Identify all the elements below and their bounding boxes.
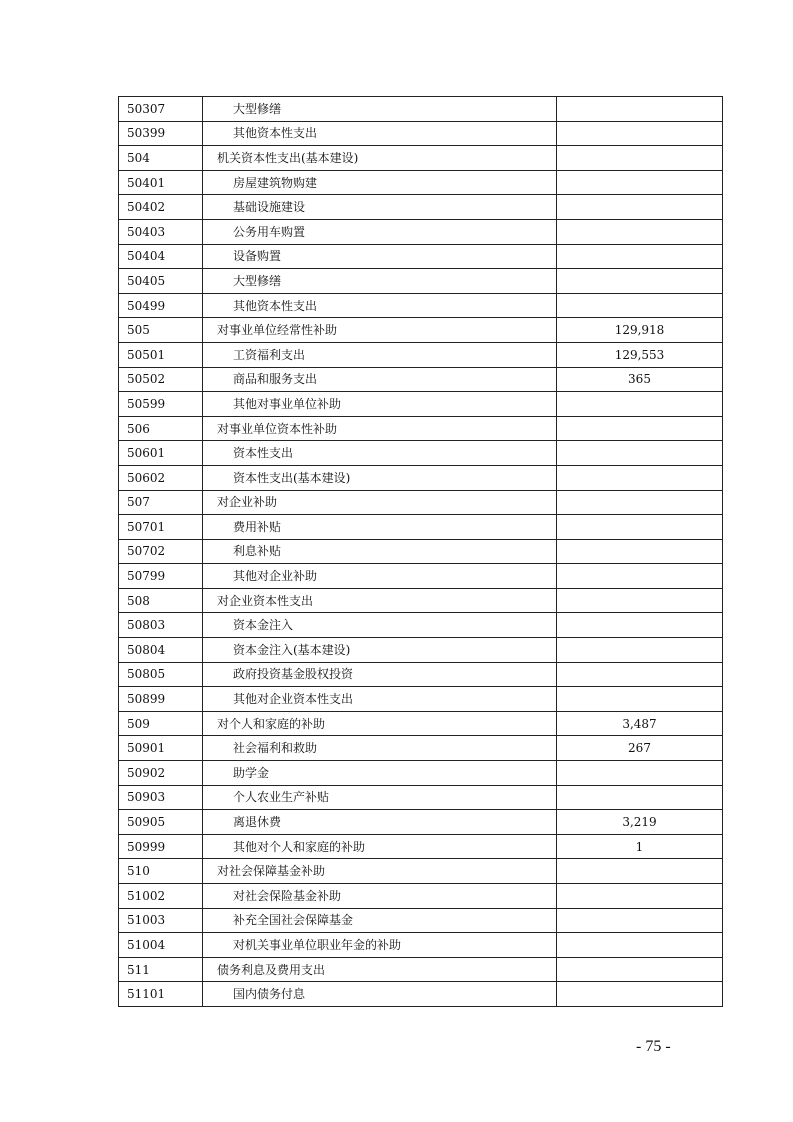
row-amount: 267 [557, 736, 723, 761]
table-row [119, 736, 723, 761]
row-name: 其他资本性支出 [203, 293, 557, 318]
row-amount [557, 293, 723, 318]
row-amount [557, 269, 723, 294]
row-code: 50602 [119, 465, 203, 490]
row-amount [557, 515, 723, 540]
row-amount [557, 638, 723, 663]
row-amount: 3,219 [557, 810, 723, 835]
row-name: 对社会保险基金补助 [203, 884, 557, 909]
row-code: 50404 [119, 244, 203, 269]
table-row [119, 244, 723, 269]
table-row [119, 539, 723, 564]
row-name: 资本金注入(基本建设) [203, 638, 557, 663]
table-row [119, 613, 723, 638]
table-row [119, 490, 723, 515]
row-name: 工资福利支出 [203, 342, 557, 367]
row-code: 50307 [119, 97, 203, 122]
table-row [119, 834, 723, 859]
table-row [119, 588, 723, 613]
row-code: 50402 [119, 195, 203, 220]
table-row [119, 515, 723, 540]
row-code: 50499 [119, 293, 203, 318]
row-code: 509 [119, 711, 203, 736]
row-name: 利息补贴 [203, 539, 557, 564]
table-row [119, 982, 723, 1007]
row-name: 其他对企业资本性支出 [203, 687, 557, 712]
row-amount [557, 146, 723, 171]
table-row [119, 884, 723, 909]
row-code: 50999 [119, 834, 203, 859]
row-amount [557, 170, 723, 195]
row-name: 其他对个人和家庭的补助 [203, 834, 557, 859]
table-row [119, 933, 723, 958]
table-row [119, 342, 723, 367]
row-name: 离退休费 [203, 810, 557, 835]
table-row [119, 318, 723, 343]
row-amount [557, 933, 723, 958]
row-name: 公务用车购置 [203, 219, 557, 244]
row-name: 基础设施建设 [203, 195, 557, 220]
row-amount [557, 121, 723, 146]
table-row [119, 195, 723, 220]
row-code: 510 [119, 859, 203, 884]
table-row [119, 785, 723, 810]
row-amount [557, 982, 723, 1007]
row-name: 设备购置 [203, 244, 557, 269]
table-row [119, 810, 723, 835]
table-row [119, 761, 723, 786]
row-code: 504 [119, 146, 203, 171]
row-code: 50903 [119, 785, 203, 810]
table-row [119, 416, 723, 441]
table-row [119, 859, 723, 884]
table-row [119, 170, 723, 195]
row-amount [557, 687, 723, 712]
table-row [119, 219, 723, 244]
row-amount: 129,918 [557, 318, 723, 343]
row-amount [557, 97, 723, 122]
row-amount [557, 465, 723, 490]
table-row [119, 711, 723, 736]
row-name: 商品和服务支出 [203, 367, 557, 392]
row-name: 资本性支出(基本建设) [203, 465, 557, 490]
row-code: 50804 [119, 638, 203, 663]
row-amount [557, 219, 723, 244]
row-code: 50803 [119, 613, 203, 638]
budget-table [118, 96, 723, 1007]
table-row [119, 465, 723, 490]
row-name: 对事业单位资本性补助 [203, 416, 557, 441]
row-name: 个人农业生产补贴 [203, 785, 557, 810]
row-amount [557, 761, 723, 786]
row-code: 51003 [119, 908, 203, 933]
row-amount [557, 539, 723, 564]
row-code: 50899 [119, 687, 203, 712]
row-code: 50902 [119, 761, 203, 786]
row-amount [557, 859, 723, 884]
row-name: 对个人和家庭的补助 [203, 711, 557, 736]
row-code: 50701 [119, 515, 203, 540]
row-code: 50905 [119, 810, 203, 835]
row-code: 50601 [119, 441, 203, 466]
row-name: 大型修缮 [203, 269, 557, 294]
row-name: 国内债务付息 [203, 982, 557, 1007]
row-code: 50702 [119, 539, 203, 564]
row-amount [557, 244, 723, 269]
row-name: 其他资本性支出 [203, 121, 557, 146]
row-amount [557, 908, 723, 933]
table-row [119, 441, 723, 466]
row-name: 机关资本性支出(基本建设) [203, 146, 557, 171]
row-code: 506 [119, 416, 203, 441]
table-row [119, 392, 723, 417]
row-amount [557, 613, 723, 638]
row-code: 50399 [119, 121, 203, 146]
row-code: 51101 [119, 982, 203, 1007]
row-amount: 365 [557, 367, 723, 392]
row-amount [557, 392, 723, 417]
table-row [119, 367, 723, 392]
row-amount: 1 [557, 834, 723, 859]
table-row [119, 146, 723, 171]
row-code: 511 [119, 957, 203, 982]
row-amount: 3,487 [557, 711, 723, 736]
row-code: 50501 [119, 342, 203, 367]
row-amount [557, 564, 723, 589]
row-code: 50901 [119, 736, 203, 761]
row-name: 对企业补助 [203, 490, 557, 515]
row-name: 费用补贴 [203, 515, 557, 540]
row-amount [557, 490, 723, 515]
table-row [119, 908, 723, 933]
row-name: 大型修缮 [203, 97, 557, 122]
row-name: 债务利息及费用支出 [203, 957, 557, 982]
row-name: 资本金注入 [203, 613, 557, 638]
table-row [119, 687, 723, 712]
row-amount [557, 884, 723, 909]
table-row [119, 97, 723, 122]
budget-table-body [119, 97, 723, 1007]
row-code: 507 [119, 490, 203, 515]
row-amount: 129,553 [557, 342, 723, 367]
row-name: 对企业资本性支出 [203, 588, 557, 613]
row-amount [557, 588, 723, 613]
row-name: 对事业单位经常性补助 [203, 318, 557, 343]
row-code: 50401 [119, 170, 203, 195]
row-code: 50502 [119, 367, 203, 392]
row-amount [557, 441, 723, 466]
row-amount [557, 416, 723, 441]
table-row [119, 293, 723, 318]
row-name: 社会福利和救助 [203, 736, 557, 761]
row-code: 508 [119, 588, 203, 613]
row-code: 51002 [119, 884, 203, 909]
row-name: 资本性支出 [203, 441, 557, 466]
row-code: 51004 [119, 933, 203, 958]
row-name: 其他对企业补助 [203, 564, 557, 589]
row-name: 其他对事业单位补助 [203, 392, 557, 417]
row-code: 50403 [119, 219, 203, 244]
page-number: - 75 - [636, 1038, 671, 1055]
row-amount [557, 785, 723, 810]
row-code: 50405 [119, 269, 203, 294]
row-code: 50599 [119, 392, 203, 417]
table-row [119, 957, 723, 982]
row-code: 50805 [119, 662, 203, 687]
row-amount [557, 195, 723, 220]
row-code: 50799 [119, 564, 203, 589]
row-name: 政府投资基金股权投资 [203, 662, 557, 687]
row-name: 对机关事业单位职业年金的补助 [203, 933, 557, 958]
table-row [119, 564, 723, 589]
row-amount [557, 957, 723, 982]
table-row [119, 662, 723, 687]
table-row [119, 638, 723, 663]
row-name: 对社会保障基金补助 [203, 859, 557, 884]
table-row [119, 121, 723, 146]
row-name: 助学金 [203, 761, 557, 786]
row-code: 505 [119, 318, 203, 343]
table-row [119, 269, 723, 294]
row-amount [557, 662, 723, 687]
row-name: 补充全国社会保障基金 [203, 908, 557, 933]
row-name: 房屋建筑物购建 [203, 170, 557, 195]
